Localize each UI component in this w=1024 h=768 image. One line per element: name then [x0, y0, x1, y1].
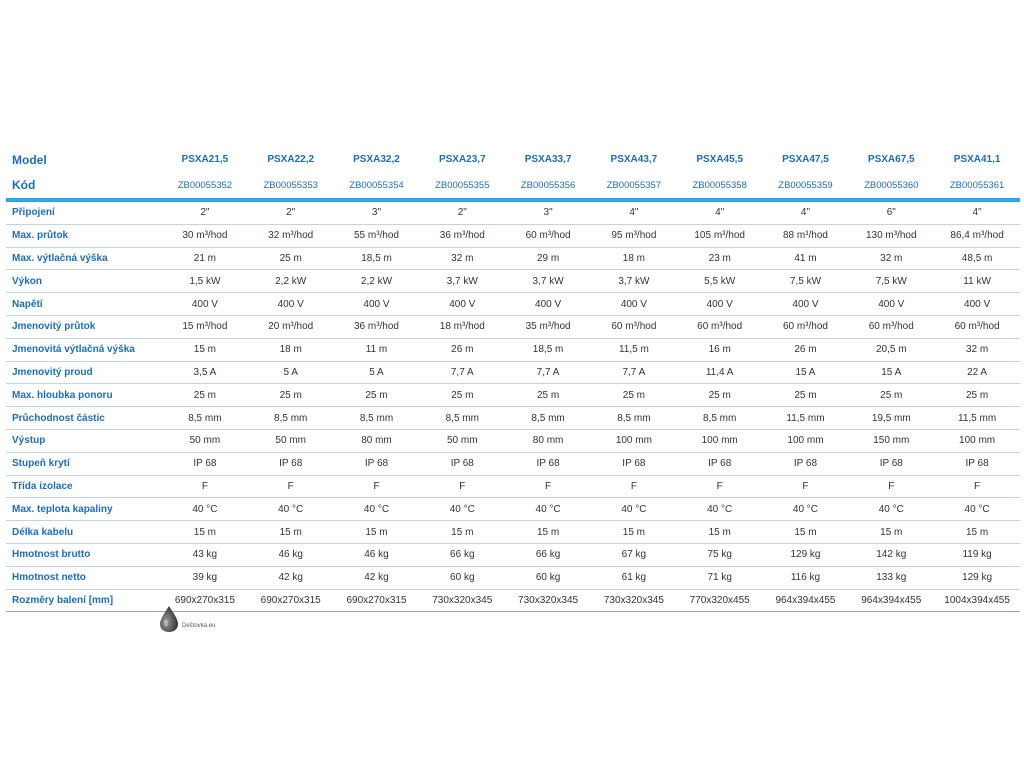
table-cell: 25 m	[848, 384, 934, 407]
model-name: PSXA45,5	[696, 154, 744, 165]
table-cell: 11 kW	[934, 270, 1020, 293]
table-cell: 40 °C	[248, 498, 334, 521]
table-cell: 60 m³/hod	[848, 315, 934, 338]
table-cell: 15 m	[419, 521, 505, 544]
table-cell: 964x394x455	[848, 589, 934, 612]
table-row	[6, 270, 1020, 293]
table-cell: 18 m³/hod	[419, 315, 505, 338]
table-cell: 730x320x345	[591, 589, 677, 612]
table-cell: 25 m	[162, 384, 248, 407]
table-cell: 20,5 m	[848, 338, 934, 361]
table-cell: 40 °C	[763, 498, 849, 521]
table-cell: 100 mm	[591, 429, 677, 452]
table-cell: 36 m³/hod	[419, 224, 505, 247]
table-cell: 29 m	[505, 247, 591, 270]
table-cell: 400 V	[419, 293, 505, 316]
model-name: PSXA22,2	[267, 154, 315, 165]
table-cell: 15 A	[763, 361, 849, 384]
table-cell: IP 68	[505, 452, 591, 475]
row-label: Třída izolace	[6, 475, 162, 498]
table-cell: 15 m	[763, 521, 849, 544]
table-cell: 5,5 kW	[677, 270, 763, 293]
table-cell: 40 °C	[677, 498, 763, 521]
product-code: ZB00055352	[162, 172, 248, 200]
table-cell: 8,5 mm	[591, 407, 677, 430]
table-cell: 3"	[505, 200, 591, 224]
table-row	[6, 475, 1020, 498]
table-cell: 8,5 mm	[677, 407, 763, 430]
table-cell: 50 mm	[162, 429, 248, 452]
table-cell: 86,4 m³/hod	[934, 224, 1020, 247]
table-cell: 25 m	[334, 384, 420, 407]
table-cell: 15 m	[677, 521, 763, 544]
row-label: Max. průtok	[6, 224, 162, 247]
table-cell: 40 °C	[162, 498, 248, 521]
table-cell: 730x320x345	[419, 589, 505, 612]
table-cell: 8,5 mm	[419, 407, 505, 430]
table-cell: 60 m³/hod	[677, 315, 763, 338]
table-cell: 15 m	[591, 521, 677, 544]
table-cell: 60 m³/hod	[591, 315, 677, 338]
row-label: Jmenovitý průtok	[6, 315, 162, 338]
water-drop-icon	[158, 604, 180, 634]
table-row	[6, 315, 1020, 338]
table-cell: 4"	[763, 200, 849, 224]
table-cell: 60 m³/hod	[763, 315, 849, 338]
spec-table	[6, 147, 1020, 612]
table-row	[6, 566, 1020, 589]
table-row	[6, 224, 1020, 247]
watermark-text: Deštovka.eu	[182, 623, 216, 629]
table-cell: 88 m³/hod	[763, 224, 849, 247]
table-cell: 3,7 kW	[419, 270, 505, 293]
spec-table-body	[6, 147, 1020, 612]
table-cell: 119 kg	[934, 543, 1020, 566]
table-cell: 150 mm	[848, 429, 934, 452]
product-code: ZB00055353	[248, 172, 334, 200]
table-cell: 7,5 kW	[848, 270, 934, 293]
table-cell: 400 V	[162, 293, 248, 316]
row-label: Max. hloubka ponoru	[6, 384, 162, 407]
table-cell: 18,5 m	[505, 338, 591, 361]
model-name: PSXA43,7	[610, 154, 658, 165]
product-code: ZB00055361	[934, 172, 1020, 200]
table-cell: IP 68	[162, 452, 248, 475]
table-cell: 25 m	[248, 247, 334, 270]
table-cell: 40 °C	[934, 498, 1020, 521]
table-cell: 2"	[162, 200, 248, 224]
table-cell: 19,5 mm	[848, 407, 934, 430]
table-cell: IP 68	[763, 452, 849, 475]
model-name: PSXA33,7	[524, 154, 572, 165]
table-cell: 15 m	[162, 338, 248, 361]
table-cell: 66 kg	[419, 543, 505, 566]
table-cell: 55 m³/hod	[334, 224, 420, 247]
table-row	[6, 384, 1020, 407]
table-cell: 690x270x315	[334, 589, 420, 612]
code-header-label: Kód	[6, 172, 162, 200]
table-cell: F	[505, 475, 591, 498]
table-cell: 2"	[248, 200, 334, 224]
table-cell: 40 °C	[419, 498, 505, 521]
table-cell: 25 m	[677, 384, 763, 407]
table-cell: 22 A	[934, 361, 1020, 384]
table-cell: 11,5 mm	[763, 407, 849, 430]
table-row	[6, 361, 1020, 384]
table-cell: 20 m³/hod	[248, 315, 334, 338]
table-cell: 46 kg	[334, 543, 420, 566]
row-label: Výkon	[6, 270, 162, 293]
table-cell: 4"	[934, 200, 1020, 224]
model-name: PSXA67,5	[867, 154, 915, 165]
table-cell: 66 kg	[505, 543, 591, 566]
table-cell: 23 m	[677, 247, 763, 270]
table-cell: 60 m³/hod	[934, 315, 1020, 338]
table-row	[6, 247, 1020, 270]
table-cell: 400 V	[505, 293, 591, 316]
table-row	[6, 407, 1020, 430]
table-cell: 75 kg	[677, 543, 763, 566]
table-cell: F	[334, 475, 420, 498]
table-cell: 7,7 A	[505, 361, 591, 384]
row-label: Výstup	[6, 429, 162, 452]
table-cell: IP 68	[934, 452, 1020, 475]
table-cell: 8,5 mm	[248, 407, 334, 430]
table-cell: 32 m	[419, 247, 505, 270]
table-row	[6, 498, 1020, 521]
table-cell: 95 m³/hod	[591, 224, 677, 247]
table-cell: 18,5 m	[334, 247, 420, 270]
row-label: Hmotnost netto	[6, 566, 162, 589]
table-cell: 40 °C	[848, 498, 934, 521]
model-name: PSXA23,7	[438, 154, 486, 165]
table-row	[6, 543, 1020, 566]
model-name: PSXA32,2	[353, 154, 400, 165]
table-cell: 15 m³/hod	[162, 315, 248, 338]
watermark-logo	[158, 604, 228, 634]
table-cell: 40 °C	[505, 498, 591, 521]
table-cell: 11,4 A	[677, 361, 763, 384]
row-label: Stupeň krytí	[6, 452, 162, 475]
table-cell: 60 m³/hod	[505, 224, 591, 247]
table-cell: 21 m	[162, 247, 248, 270]
table-cell: IP 68	[848, 452, 934, 475]
table-cell: 41 m	[763, 247, 849, 270]
table-cell: 4"	[591, 200, 677, 224]
model-name: PSXA21,5	[181, 154, 229, 165]
table-cell: F	[934, 475, 1020, 498]
table-cell: 8,5 mm	[334, 407, 420, 430]
row-label: Průchodnost částic	[6, 407, 162, 430]
table-cell: 16 m	[677, 338, 763, 361]
table-cell: 770x320x455	[677, 589, 763, 612]
table-cell: 32 m	[934, 338, 1020, 361]
table-cell: 25 m	[419, 384, 505, 407]
table-cell: 5 A	[334, 361, 420, 384]
row-label: Jmenovitá výtlačná výška	[6, 338, 162, 361]
product-code: ZB00055355	[419, 172, 505, 200]
table-cell: 50 mm	[248, 429, 334, 452]
row-label: Připojení	[6, 200, 162, 224]
table-cell: 42 kg	[334, 566, 420, 589]
table-cell: 26 m	[419, 338, 505, 361]
table-cell: 100 mm	[934, 429, 1020, 452]
table-cell: 80 mm	[505, 429, 591, 452]
table-row	[6, 338, 1020, 361]
table-cell: F	[848, 475, 934, 498]
table-cell: 15 m	[334, 521, 420, 544]
table-cell: 46 kg	[248, 543, 334, 566]
table-cell: 25 m	[248, 384, 334, 407]
table-cell: 40 °C	[591, 498, 677, 521]
table-cell: 400 V	[248, 293, 334, 316]
table-cell: F	[677, 475, 763, 498]
table-cell: 100 mm	[763, 429, 849, 452]
table-cell: 690x270x315	[162, 589, 248, 612]
table-cell: IP 68	[248, 452, 334, 475]
table-row	[6, 429, 1020, 452]
table-cell: 11,5 m	[591, 338, 677, 361]
table-cell: 2"	[419, 200, 505, 224]
table-cell: 25 m	[591, 384, 677, 407]
table-cell: 1004x394x455	[934, 589, 1020, 612]
row-label: Rozměry balení [mm]	[6, 589, 162, 612]
table-cell: 3,7 kW	[591, 270, 677, 293]
table-cell: 7,5 kW	[763, 270, 849, 293]
table-cell: IP 68	[334, 452, 420, 475]
table-cell: 32 m³/hod	[248, 224, 334, 247]
table-cell: 61 kg	[591, 566, 677, 589]
table-cell: 5 A	[248, 361, 334, 384]
table-cell: 48,5 m	[934, 247, 1020, 270]
table-cell: 4"	[677, 200, 763, 224]
header-row-model	[6, 147, 1020, 172]
header-row-code	[6, 172, 1020, 200]
table-cell: 25 m	[763, 384, 849, 407]
table-cell: 40 °C	[334, 498, 420, 521]
row-label: Jmenovitý proud	[6, 361, 162, 384]
product-code: ZB00055360	[848, 172, 934, 200]
table-cell: 71 kg	[677, 566, 763, 589]
table-cell: 15 m	[848, 521, 934, 544]
table-cell: 15 m	[248, 521, 334, 544]
table-cell: F	[248, 475, 334, 498]
table-cell: 11,5 mm	[934, 407, 1020, 430]
table-cell: 11 m	[334, 338, 420, 361]
table-cell: 35 m³/hod	[505, 315, 591, 338]
table-cell: 50 mm	[419, 429, 505, 452]
row-label: Napětí	[6, 293, 162, 316]
table-cell: IP 68	[419, 452, 505, 475]
table-cell: 3,5 A	[162, 361, 248, 384]
table-cell: F	[763, 475, 849, 498]
table-cell: 100 mm	[677, 429, 763, 452]
row-label: Max. výtlačná výška	[6, 247, 162, 270]
table-cell: 36 m³/hod	[334, 315, 420, 338]
table-cell: 7,7 A	[591, 361, 677, 384]
table-cell: 116 kg	[763, 566, 849, 589]
product-code: ZB00055354	[334, 172, 420, 200]
table-cell: 400 V	[763, 293, 849, 316]
table-cell: 60 kg	[419, 566, 505, 589]
model-header-label: Model	[12, 152, 47, 167]
model-name: PSXA47,5	[782, 154, 829, 165]
table-cell: 8,5 mm	[162, 407, 248, 430]
table-cell: 80 mm	[334, 429, 420, 452]
table-cell: 8,5 mm	[505, 407, 591, 430]
table-cell: 42 kg	[248, 566, 334, 589]
table-cell: 25 m	[505, 384, 591, 407]
table-cell: 1,5 kW	[162, 270, 248, 293]
table-cell: 15 A	[848, 361, 934, 384]
table-cell: 60 kg	[505, 566, 591, 589]
table-cell: 2,2 kW	[248, 270, 334, 293]
table-cell: 15 m	[505, 521, 591, 544]
table-cell: 3,7 kW	[505, 270, 591, 293]
model-name: PSXA41,1	[953, 154, 1001, 165]
table-cell: 964x394x455	[763, 589, 849, 612]
table-cell: 690x270x315	[248, 589, 334, 612]
table-cell: 15 m	[934, 521, 1020, 544]
table-cell: 129 kg	[934, 566, 1020, 589]
table-cell: 2,2 kW	[334, 270, 420, 293]
table-cell: IP 68	[677, 452, 763, 475]
table-cell: 400 V	[677, 293, 763, 316]
table-cell: 7,7 A	[419, 361, 505, 384]
product-code: ZB00055358	[677, 172, 763, 200]
table-cell: 129 kg	[763, 543, 849, 566]
product-code: ZB00055356	[505, 172, 591, 200]
table-cell: 32 m	[848, 247, 934, 270]
table-cell: 30 m³/hod	[162, 224, 248, 247]
table-cell: 130 m³/hod	[848, 224, 934, 247]
table-cell: 25 m	[934, 384, 1020, 407]
table-cell: F	[419, 475, 505, 498]
row-label: Délka kabelu	[6, 521, 162, 544]
table-cell: 133 kg	[848, 566, 934, 589]
table-cell: 400 V	[848, 293, 934, 316]
table-cell: F	[162, 475, 248, 498]
table-cell: 105 m³/hod	[677, 224, 763, 247]
table-cell: F	[591, 475, 677, 498]
table-cell: 400 V	[591, 293, 677, 316]
row-label: Max. teplota kapaliny	[6, 498, 162, 521]
table-cell: 18 m	[248, 338, 334, 361]
table-cell: 3"	[334, 200, 420, 224]
table-cell: 15 m	[162, 521, 248, 544]
table-cell: 142 kg	[848, 543, 934, 566]
table-cell: 730x320x345	[505, 589, 591, 612]
table-row	[6, 521, 1020, 544]
table-cell: 43 kg	[162, 543, 248, 566]
table-cell: 26 m	[763, 338, 849, 361]
product-code: ZB00055359	[763, 172, 849, 200]
table-row	[6, 200, 1020, 224]
table-row	[6, 452, 1020, 475]
table-row	[6, 293, 1020, 316]
product-code: ZB00055357	[591, 172, 677, 200]
table-cell: 18 m	[591, 247, 677, 270]
row-label: Hmotnost brutto	[6, 543, 162, 566]
table-cell: 39 kg	[162, 566, 248, 589]
table-cell: IP 68	[591, 452, 677, 475]
table-cell: 400 V	[334, 293, 420, 316]
table-cell: 67 kg	[591, 543, 677, 566]
table-cell: 400 V	[934, 293, 1020, 316]
table-cell: 6"	[848, 200, 934, 224]
